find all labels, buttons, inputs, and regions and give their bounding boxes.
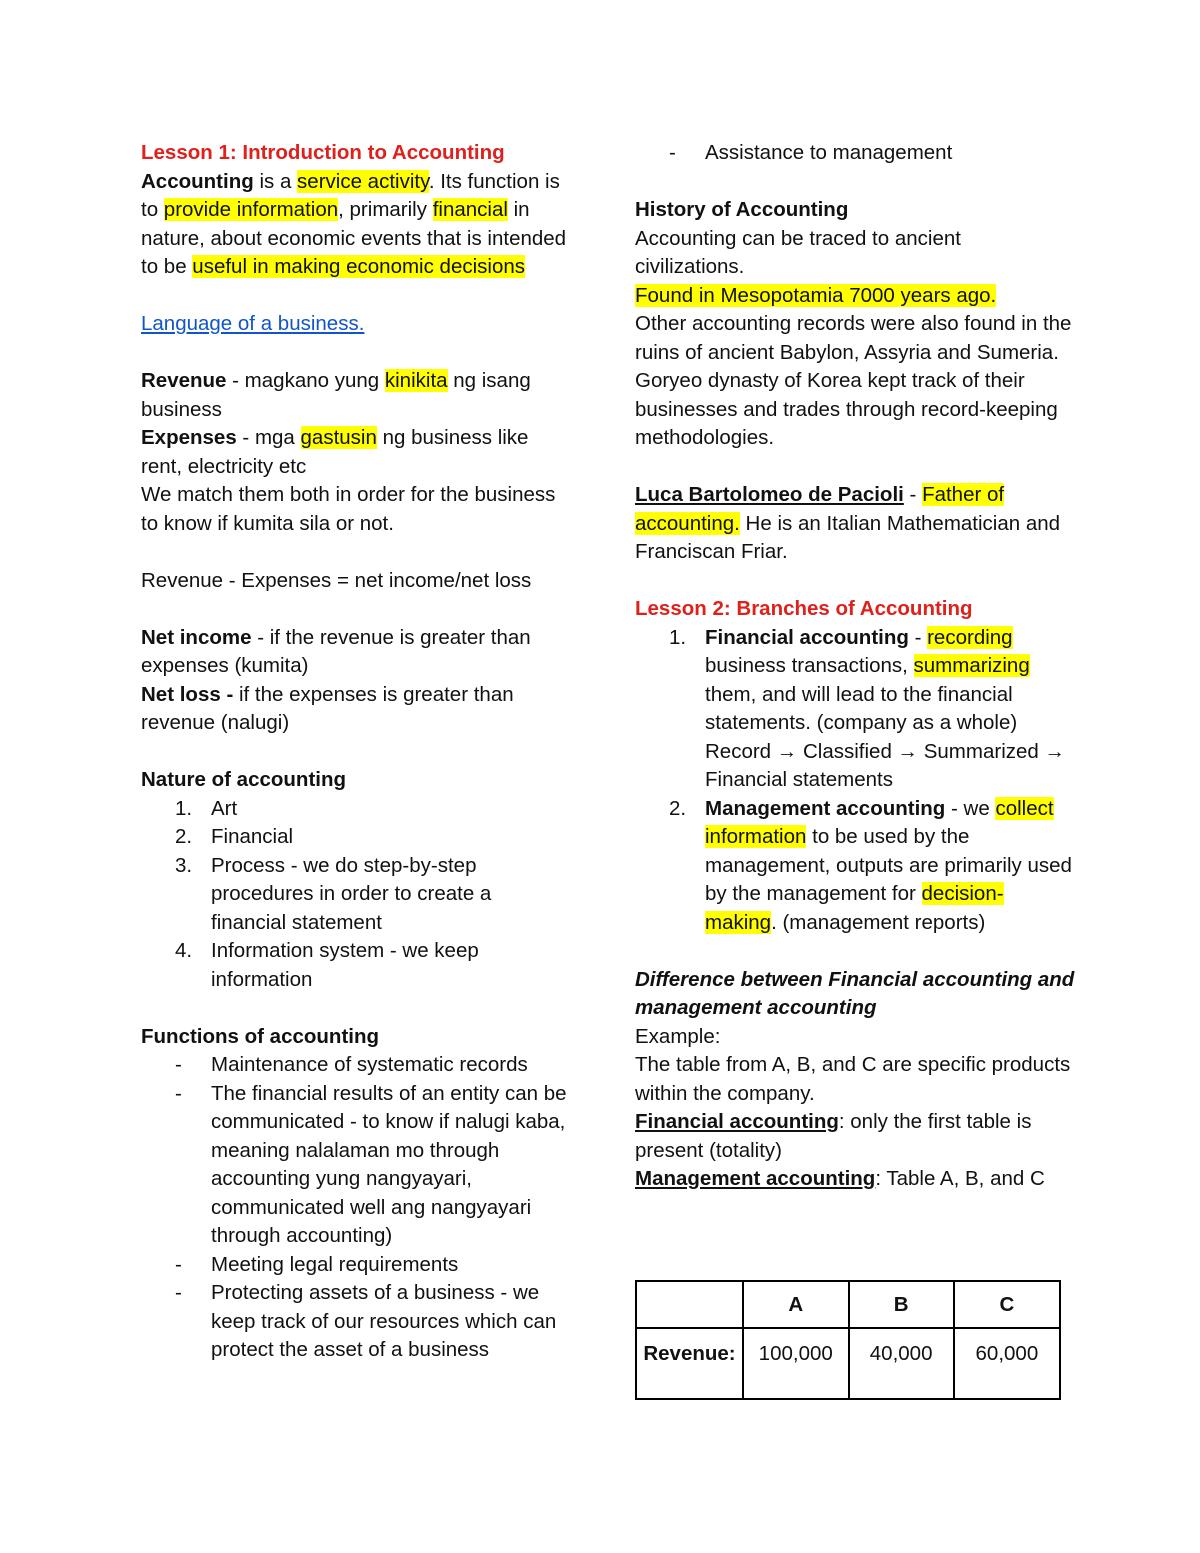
language-of-business-link[interactable]: Language of a business. <box>141 312 365 335</box>
list-item-text: Art <box>211 796 238 820</box>
list-marker: - <box>175 1053 182 1076</box>
pacioli-name: Luca Bartolomeo de Pacioli <box>635 483 904 506</box>
functions-item <box>141 1251 571 1280</box>
table-header-cell: A <box>743 1281 849 1328</box>
accounting-definition <box>141 168 571 282</box>
history-paragraph: Accounting can be traced to ancient civilizations. <box>635 226 961 278</box>
list-item-text: Information system - we keep information <box>211 939 479 991</box>
revenue-text-2: ng isang business <box>141 369 531 421</box>
list-marker: - <box>669 141 676 164</box>
management-accounting-note <box>635 1165 1075 1194</box>
revenue-definition <box>141 367 571 424</box>
highlight-mesopotamia: Found in Mesopotamia 7000 years ago. <box>635 283 997 307</box>
functions-item <box>141 1279 571 1365</box>
net-loss-definition <box>141 681 571 738</box>
highlight-summarizing: summarizing <box>913 654 1030 677</box>
list-marker: 1. <box>175 796 193 820</box>
functions-item <box>141 1051 571 1080</box>
table-header-cell <box>636 1281 743 1328</box>
highlight-provide-information: provide information <box>163 198 339 221</box>
table-header-cell: B <box>849 1281 954 1328</box>
management-accounting-label: Management accounting <box>635 1167 876 1190</box>
history-paragraph: Goryeo dynasty of Korea kept track of their businesses and trades through record-keeping methodologies. <box>635 369 1058 449</box>
accounting-term: Accounting <box>141 169 254 193</box>
branch2-text-3: . (management reports) <box>771 910 986 934</box>
def-text-2: . Its function is to <box>141 169 560 221</box>
functions-item-continued <box>635 139 1075 168</box>
highlight-father-of-accounting: Father of accounting. <box>635 483 1005 535</box>
list-item-text: The financial results of an entity can be communicated - to know if nalugi kaba, meaning nalalaman mo through accounting yung nangyayari, communicated well ang nangyayari through accounting) <box>211 1081 567 1247</box>
table-row <box>636 1328 1060 1399</box>
functions-title: Functions of accounting <box>141 1024 380 1048</box>
net-income-term: Net income <box>141 625 252 649</box>
formula-text: Revenue - Expenses = net income/net loss <box>141 568 532 592</box>
net-loss-term: Net loss - <box>141 682 234 706</box>
list-item-text: Assistance to management <box>705 141 953 164</box>
highlight-kinikita: kinikita <box>384 369 448 392</box>
def-text-4: in nature, about economic events that is intended to be <box>141 198 567 278</box>
pacioli-paragraph <box>635 481 1075 567</box>
list-marker: - <box>175 1081 182 1105</box>
list-item-text: Financial <box>211 825 294 848</box>
branch2-text-2: to be used by the management, outputs are primarily used by the management for <box>705 825 1072 905</box>
financial-accounting-term: Financial accounting <box>705 625 909 649</box>
highlight-collect-information: collect information <box>705 796 1054 848</box>
branch-item <box>635 624 1075 795</box>
functions-item <box>141 1080 571 1251</box>
nature-item <box>141 937 571 994</box>
highlight-gastusin: gastusin <box>300 426 377 449</box>
nature-title: Nature of accounting <box>141 768 347 791</box>
highlight-service-activity: service activity <box>297 169 429 193</box>
management-accounting-note-text: : Table A, B, and C <box>875 1167 1045 1190</box>
example-label: Example: <box>635 1024 721 1048</box>
table-cell: 40,000 <box>849 1328 954 1399</box>
branch1-text-1: - <box>908 625 928 649</box>
list-marker: 1. <box>669 625 687 649</box>
revenue-table <box>635 1280 1061 1400</box>
net-income-definition <box>141 624 571 681</box>
table-header-row <box>636 1281 1060 1328</box>
highlight-recording: recording <box>927 625 1013 649</box>
list-marker: 3. <box>175 853 193 877</box>
net-loss-text: if the expenses is greater than revenue (nalugi) <box>141 682 514 734</box>
nature-item <box>141 852 571 938</box>
financial-accounting-note <box>635 1108 1075 1165</box>
table-header-cell: C <box>954 1281 1060 1328</box>
expenses-text-1: - mga <box>236 426 301 449</box>
nature-item <box>141 823 571 852</box>
list-item-text: Process - we do step-by-step procedures in order to create a financial statement <box>211 853 492 934</box>
history-title: History of Accounting <box>635 198 849 221</box>
highlight-useful-decisions: useful in making economic decisions <box>192 255 526 278</box>
branch1-text-2: business transactions, <box>705 654 914 677</box>
right-column <box>635 139 1075 1194</box>
def-text-1: is a <box>253 169 298 193</box>
list-marker: 2. <box>175 825 193 848</box>
list-marker: 4. <box>175 939 193 962</box>
list-item-text: Maintenance of systematic records <box>211 1053 528 1076</box>
lesson-2-title: Lesson 2: Branches of Accounting <box>635 597 973 620</box>
list-marker: - <box>175 1281 182 1304</box>
expenses-definition <box>141 424 571 481</box>
list-item-text: Meeting legal requirements <box>211 1252 459 1276</box>
revenue-text-1: - magkano yung <box>226 369 385 392</box>
difference-description: The table from A, B, and C are specific products within the company. <box>635 1053 1071 1105</box>
match-text: We match them both in order for the business to know if kumita sila or not. <box>141 483 556 535</box>
financial-accounting-label: Financial accounting <box>635 1110 839 1133</box>
branch2-text-1: - we <box>945 796 996 820</box>
branch-item <box>635 795 1075 938</box>
list-item-text: Protecting assets of a business - we keep track of our resources which can protect the asset of a business <box>211 1281 557 1361</box>
table-row-label: Revenue: <box>636 1328 743 1399</box>
nature-item <box>141 795 571 824</box>
pacioli-text: He is an Italian Mathematician and Franciscan Friar. <box>635 511 1061 563</box>
branch1-text-3: them, and will lead to the financial statements. (company as a whole) Record → Classified → Summarized → Financial statements <box>705 682 1065 791</box>
highlight-decision-making: decision-making <box>705 882 1004 934</box>
net-income-text: - if the revenue is greater than expenses (kumita) <box>141 625 531 677</box>
list-marker: - <box>175 1252 182 1276</box>
expenses-text-2: ng business like rent, electricity etc <box>141 426 529 478</box>
table-cell: 100,000 <box>743 1328 849 1399</box>
revenue-term: Revenue <box>141 369 227 392</box>
list-marker: 2. <box>669 796 687 820</box>
table-cell: 60,000 <box>954 1328 1060 1399</box>
difference-title: Difference between Financial accounting and management accounting <box>635 967 1075 1019</box>
expenses-term: Expenses <box>141 426 237 449</box>
management-accounting-term: Management accounting <box>705 796 946 820</box>
def-text-3: , primarily <box>338 198 433 221</box>
left-column <box>141 139 571 1365</box>
financial-accounting-note-text: : only the first table is present (totality) <box>635 1110 1032 1162</box>
history-paragraph: Other accounting records were also found in the ruins of ancient Babylon, Assyria and Sumeria. <box>635 312 1072 364</box>
highlight-financial: financial <box>432 198 508 221</box>
lesson-1-title: Lesson 1: Introduction to Accounting <box>141 141 505 164</box>
pacioli-dash: - <box>903 483 923 506</box>
